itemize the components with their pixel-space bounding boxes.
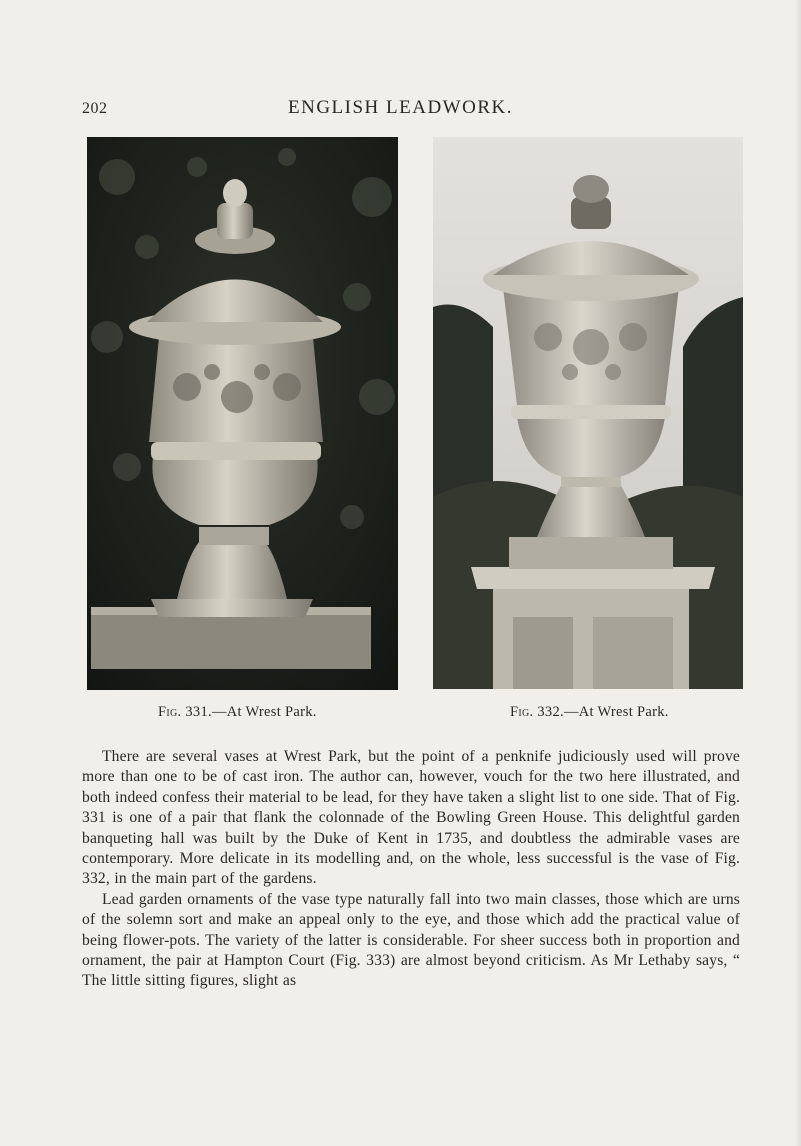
caption-fig-label: Fig. <box>510 704 534 720</box>
page-edge-shadow <box>795 0 801 1146</box>
figure-332-caption <box>510 704 669 721</box>
caption-text: 331.—At Wrest Park. <box>181 704 317 720</box>
figure-331-photo <box>87 137 398 690</box>
page-number: 202 <box>82 100 108 117</box>
figure-332-photo <box>433 137 743 689</box>
pedestal-vase-image <box>433 137 743 689</box>
running-head: ENGLISH LEADWORK. <box>288 97 513 118</box>
paragraph: There are several vases at Wrest Park, but the point of a penknife judiciously used will prove more than one to be of cast iron. The author can, however, vouch for the two here illustrated, and both indeed confess their material to be lead, for they have taken a slight list to one side. That of Fig. 331 is one of a pair that flank the colonnade of the Bowling Green House. This delightful garden banqueting hall was built by the Duke of Kent in 1735, and doubtless the admirable vases are contemporary. More delicate in its modelling and, on the whole, less successful is the vase of Fig. 332, in the main part of the gardens. <box>82 748 740 888</box>
caption-fig-label: Fig. <box>158 704 182 720</box>
figure-331-caption <box>158 704 317 721</box>
paragraph: Lead garden ornaments of the vase type naturally fall into two main classes, those which are urns of the solemn sort and make an appeal only to the eye, and those which add the practical value of being flower-pots. The variety of the latter is considerable. For sheer success both in proportion and ornament, the pair at Hampton Court (Fig. 333) are almost beyond criticism. As Mr Lethaby says, “ The little sitting figures, slight as <box>82 890 740 990</box>
lidded-urn-image <box>87 137 398 690</box>
caption-text: 332.—At Wrest Park. <box>533 704 669 720</box>
body-text <box>82 747 740 992</box>
